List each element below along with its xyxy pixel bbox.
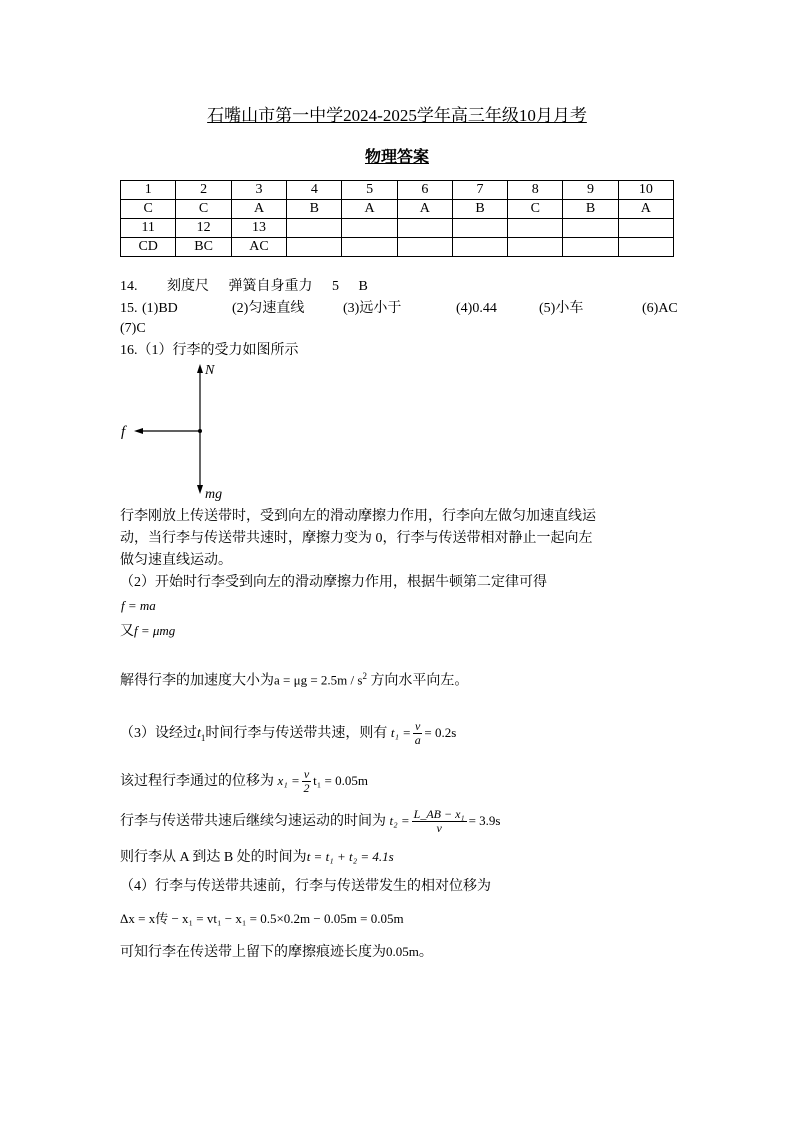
t2-line (120, 806, 500, 837)
paragraph-line: 行李刚放上传送带时，受到向左的滑动摩擦力作用，行李向左做匀加速直线运 (120, 509, 596, 524)
table-cell: 12 (176, 219, 231, 238)
table-cell: 4 (287, 181, 342, 200)
equation-t: t = t₁ + t₂ = 4.1s (306, 849, 394, 864)
paragraph-line: 动，当行李与传送带共速时，摩擦力变为 0，行李与传送带相对静止一起向左 (120, 531, 593, 546)
eq-lhs: x₁ = (277, 773, 300, 788)
arrowhead-down-icon (197, 485, 203, 494)
table-cell (508, 238, 563, 257)
arrowhead-left-icon (134, 428, 143, 434)
force-diagram (110, 360, 250, 505)
answer-table (120, 180, 674, 257)
q14-number: 14. (120, 279, 138, 294)
q16-part2: （2）开始时行李受到向左的滑动摩擦力作用，根据牛顿第二定律可得 (120, 575, 547, 590)
label-mg: mg (205, 487, 223, 502)
table-cell (452, 238, 507, 257)
q15-answer-1: (1)BD (142, 301, 178, 316)
table-cell (342, 238, 397, 257)
table-cell: A (397, 200, 452, 219)
accel-line (120, 667, 468, 691)
numerator: v (415, 719, 421, 734)
denominator: 2 (303, 781, 310, 796)
q15-answer-6: (6)AC (642, 301, 678, 316)
q15-answer-7: (7)C (120, 321, 146, 336)
table-cell: 10 (618, 181, 673, 200)
label-f: f (121, 424, 126, 440)
q15-answer-2: (2)匀速直线 (232, 301, 305, 316)
paragraph-line: 做匀速直线运动。 (120, 553, 232, 568)
table-cell: 8 (508, 181, 563, 200)
table-cell (452, 219, 507, 238)
eq-rhs: t₁ = 0.05m (313, 773, 368, 788)
q14-line (120, 278, 368, 296)
table-cell: 11 (121, 219, 176, 238)
q15-line (120, 300, 678, 318)
table-cell: C (121, 200, 176, 219)
x1-line (120, 766, 368, 797)
denominator: a (414, 733, 421, 748)
table-cell: 1 (121, 181, 176, 200)
equation-f-umg: f = μmg (134, 623, 176, 638)
eq-lhs: t₂ = (389, 813, 410, 828)
eq-lhs: t₁ = (390, 725, 412, 740)
q15-answer-5: (5)小车 (539, 301, 584, 316)
var-t: t (197, 726, 201, 741)
arrowhead-up-icon (197, 364, 203, 373)
table-cell: 9 (563, 181, 618, 200)
table-cell: A (231, 200, 286, 219)
table-cell: B (287, 200, 342, 219)
table-cell (618, 219, 673, 238)
eq-rhs: = 3.9s (468, 813, 501, 828)
table-cell (287, 219, 342, 238)
t-line (120, 848, 394, 867)
page-subtitle (0, 149, 794, 167)
table-row (121, 238, 674, 257)
text: 则行李从 A 到达 B 处的时间为 (120, 850, 307, 865)
equation-f-ma: f = ma (121, 598, 156, 613)
text: 解得行李的加速度大小为 (120, 673, 274, 689)
title-text: 石嘴山市第一中学2024-2025学年高三年级10月月考 (207, 106, 587, 125)
table-cell: B (452, 200, 507, 219)
subscript: 1 (200, 732, 206, 743)
final-value: 0.05m (386, 944, 419, 959)
equation-accel: a = μg = 2.5m / s (274, 672, 363, 688)
subtitle-text: 物理答案 (364, 149, 429, 166)
table-cell: A (618, 200, 673, 219)
q16-part1: 16.（1）行李的受力如图所示 (120, 343, 299, 358)
fraction (412, 808, 467, 835)
table-cell: 5 (342, 181, 397, 200)
table-cell: 7 (452, 181, 507, 200)
q15-answer-3: (3)远小于 (343, 301, 402, 316)
table-cell (508, 219, 563, 238)
table-cell (563, 238, 618, 257)
table-cell (397, 238, 452, 257)
table-cell (618, 238, 673, 257)
page-title (0, 107, 794, 125)
table-cell: C (176, 200, 231, 219)
table-row (121, 181, 674, 200)
t1-line (120, 718, 456, 753)
final-line (120, 943, 433, 962)
table-cell: B (563, 200, 618, 219)
table-cell: 3 (231, 181, 286, 200)
table-row (121, 200, 674, 219)
table-cell: BC (176, 238, 231, 257)
table-cell (397, 219, 452, 238)
eq-rhs: = 0.2s (424, 725, 457, 740)
text-you: 又 (120, 624, 134, 639)
text: 该过程行李通过的位移为 (120, 774, 274, 789)
table-cell: CD (121, 238, 176, 257)
superscript: 2 (362, 671, 367, 681)
table-cell (563, 219, 618, 238)
object-point (198, 429, 202, 433)
table-cell (342, 219, 397, 238)
table-cell: 6 (397, 181, 452, 200)
q14-answer-2: 弹簧自身重力 (228, 279, 313, 294)
text: 可知行李在传送带上留下的摩擦痕迹长度为 (120, 945, 386, 960)
label-N: N (205, 363, 215, 378)
table-cell: A (342, 200, 397, 219)
fraction (302, 768, 311, 795)
table-cell: C (508, 200, 563, 219)
text: 时间行李与传送带共速，则有 (205, 726, 388, 741)
table-cell: AC (231, 238, 286, 257)
table-row (121, 219, 674, 238)
numerator: L_AB − x₁ (413, 807, 465, 822)
q15-answer-4: (4)0.44 (456, 301, 497, 316)
fraction (413, 720, 422, 747)
equation-dx: Δx = x传 − x₁ = vt₁ − x₁ = 0.5×0.2m − 0.05m = 0.05m (120, 911, 404, 926)
numerator: v (303, 767, 310, 782)
table-cell (287, 238, 342, 257)
text: 方向水平向左。 (370, 673, 469, 689)
q14-answer-3: 5 (332, 279, 339, 294)
q14-answer-4: B (358, 279, 368, 294)
equation-line (120, 622, 175, 641)
q14-answer-1: 刻度尺 (167, 279, 209, 294)
q16-part4: （4）行李与传送带共速前，行李与传送带发生的相对位移为 (120, 879, 491, 894)
text: 行李与传送带共速后继续匀速运动的时间为 (120, 814, 386, 829)
q15-number: 15. (120, 301, 138, 316)
table-cell: 2 (176, 181, 231, 200)
text: （3）设经过 (120, 726, 197, 741)
denominator: v (436, 821, 442, 836)
table-cell: 13 (231, 219, 286, 238)
text: 。 (418, 945, 433, 960)
